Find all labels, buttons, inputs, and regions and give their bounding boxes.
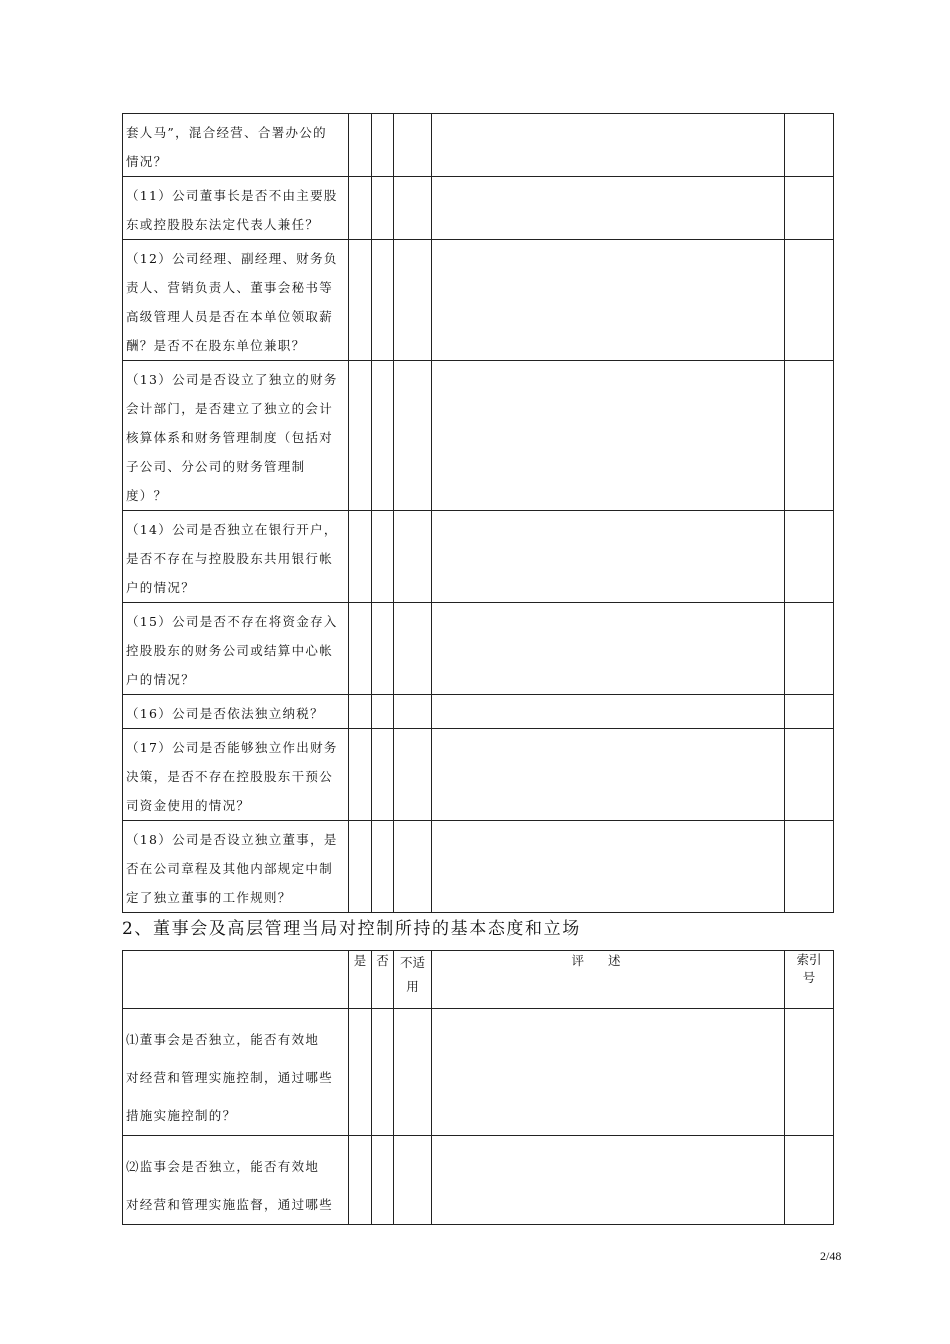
comment-cell <box>432 511 785 603</box>
question-text-line: （11）公司董事长是否不由主要股 <box>126 188 338 203</box>
comment-cell <box>432 1009 785 1136</box>
comment-cell <box>432 361 785 511</box>
header-yes: 是 <box>349 951 372 1009</box>
no-cell <box>372 240 394 361</box>
not-applicable-cell <box>394 1009 432 1136</box>
no-cell <box>372 511 394 603</box>
question-cell <box>123 821 349 913</box>
yes-cell <box>349 1136 372 1225</box>
yes-cell <box>349 603 372 695</box>
not-applicable-cell <box>394 114 432 177</box>
question-text-line: 司资金使用的情况？ <box>126 798 251 813</box>
question-text-line: 对经营和管理实施监督，通过哪些 <box>126 1197 334 1212</box>
header-not-applicable <box>394 951 432 1009</box>
yes-cell <box>349 1009 372 1136</box>
question-text-line: 定了独立董事的工作规则？ <box>126 890 292 905</box>
comment-cell <box>432 1136 785 1225</box>
comment-cell <box>432 603 785 695</box>
no-cell <box>372 361 394 511</box>
not-applicable-cell <box>394 821 432 913</box>
yes-cell <box>349 240 372 361</box>
index-cell <box>785 821 834 913</box>
question-cell <box>123 511 349 603</box>
header-index-line1: 索引 <box>796 952 822 967</box>
question-text-line: 酬？是否不在股东单位兼职？ <box>126 338 306 353</box>
question-text-line: （13）公司是否设立了独立的财务 <box>126 372 338 387</box>
header-not-applicable-line2: 用 <box>406 979 419 994</box>
page-number: 2/48 <box>820 1249 842 1263</box>
question-text-line: 控股股东的财务公司或结算中心帐 <box>126 643 334 658</box>
no-cell <box>372 729 394 821</box>
not-applicable-cell <box>394 603 432 695</box>
comment-cell <box>432 729 785 821</box>
table-row <box>123 114 834 177</box>
question-text-line: 责人、营销负责人、董事会秘书等 <box>126 280 334 295</box>
question-text-line: 子公司、分公司的财务管理制 <box>126 459 306 474</box>
no-cell <box>372 695 394 729</box>
question-text-line: ⑵监事会是否独立，能否有效地 <box>126 1159 320 1174</box>
table-row <box>123 1009 834 1136</box>
comment-cell <box>432 821 785 913</box>
question-text-line: （18）公司是否设立独立董事，是 <box>126 832 338 847</box>
table-row <box>123 511 834 603</box>
header-no: 否 <box>372 951 394 1009</box>
question-text-line: 会计部门，是否建立了独立的会计 <box>126 401 334 416</box>
section-heading: 2、董事会及高层管理当局对控制所持的基本态度和立场 <box>122 919 581 939</box>
not-applicable-cell <box>394 361 432 511</box>
table-row <box>123 240 834 361</box>
index-cell <box>785 729 834 821</box>
yes-cell <box>349 177 372 240</box>
header-index-line2: 号 <box>802 970 816 985</box>
question-text-line: （14）公司是否独立在银行开户， <box>126 522 338 537</box>
question-text-line: （15）公司是否不存在将资金存入 <box>126 614 338 629</box>
comment-cell <box>432 240 785 361</box>
yes-cell <box>349 729 372 821</box>
question-text-line: 高级管理人员是否在本单位领取薪 <box>126 309 334 324</box>
question-cell <box>123 695 349 729</box>
table-row <box>123 603 834 695</box>
question-cell <box>123 729 349 821</box>
comment-cell <box>432 114 785 177</box>
checklist-table-independence <box>122 113 834 913</box>
question-text-line: 套人马”，混合经营、合署办公的 <box>126 125 327 140</box>
question-text-line: 决策，是否不存在控股股东干预公 <box>126 769 334 784</box>
index-cell <box>785 361 834 511</box>
question-text-line: （12）公司经理、副经理、财务负 <box>126 251 338 266</box>
question-cell <box>123 240 349 361</box>
yes-cell <box>349 114 372 177</box>
question-cell <box>123 1136 349 1225</box>
table-row <box>123 821 834 913</box>
not-applicable-cell <box>394 1136 432 1225</box>
header-index <box>785 951 834 1009</box>
table-row <box>123 177 834 240</box>
index-cell <box>785 511 834 603</box>
question-cell <box>123 114 349 177</box>
question-cell <box>123 1009 349 1136</box>
no-cell <box>372 1136 394 1225</box>
not-applicable-cell <box>394 240 432 361</box>
question-text-line: 否在公司章程及其他内部规定中制 <box>126 861 334 876</box>
question-text-line: 措施实施控制的？ <box>126 1108 237 1123</box>
no-cell <box>372 1009 394 1136</box>
yes-cell <box>349 511 372 603</box>
table-row <box>123 729 834 821</box>
question-text-line: 度）？ <box>126 488 168 503</box>
index-cell <box>785 177 834 240</box>
question-cell <box>123 361 349 511</box>
header-not-applicable-line1: 不适 <box>399 955 425 970</box>
table-row <box>123 695 834 729</box>
question-text-line: 对经营和管理实施控制，通过哪些 <box>126 1070 334 1085</box>
index-cell <box>785 240 834 361</box>
yes-cell <box>349 821 372 913</box>
table-header-row <box>123 951 834 1009</box>
no-cell <box>372 821 394 913</box>
question-text-line: 是否不存在与控股股东共用银行帐 <box>126 551 334 566</box>
index-cell <box>785 603 834 695</box>
comment-cell <box>432 695 785 729</box>
question-text-line: 户的情况？ <box>126 580 196 595</box>
table-row <box>123 1136 834 1225</box>
no-cell <box>372 177 394 240</box>
question-text-line: 户的情况？ <box>126 672 196 687</box>
index-cell <box>785 1136 834 1225</box>
question-cell <box>123 603 349 695</box>
question-text-line: ⑴董事会是否独立，能否有效地 <box>126 1032 320 1047</box>
question-text-line: （16）公司是否依法独立纳税？ <box>126 706 324 721</box>
not-applicable-cell <box>394 695 432 729</box>
yes-cell <box>349 695 372 729</box>
index-cell <box>785 114 834 177</box>
table-row <box>123 361 834 511</box>
index-cell <box>785 1009 834 1136</box>
not-applicable-cell <box>394 177 432 240</box>
no-cell <box>372 603 394 695</box>
question-cell <box>123 177 349 240</box>
checklist-table-board-attitude <box>122 950 834 1225</box>
no-cell <box>372 114 394 177</box>
not-applicable-cell <box>394 729 432 821</box>
yes-cell <box>349 361 372 511</box>
header-question-cell <box>123 951 349 1009</box>
question-text-line: 东或控股股东法定代表人兼任？ <box>126 217 320 232</box>
question-text-line: 情况？ <box>126 154 168 169</box>
not-applicable-cell <box>394 511 432 603</box>
index-cell <box>785 695 834 729</box>
comment-cell <box>432 177 785 240</box>
question-text-line: 核算体系和财务管理制度（包括对 <box>126 430 334 445</box>
question-text-line: （17）公司是否能够独立作出财务 <box>126 740 338 755</box>
header-comment: 评述 <box>432 951 785 1009</box>
